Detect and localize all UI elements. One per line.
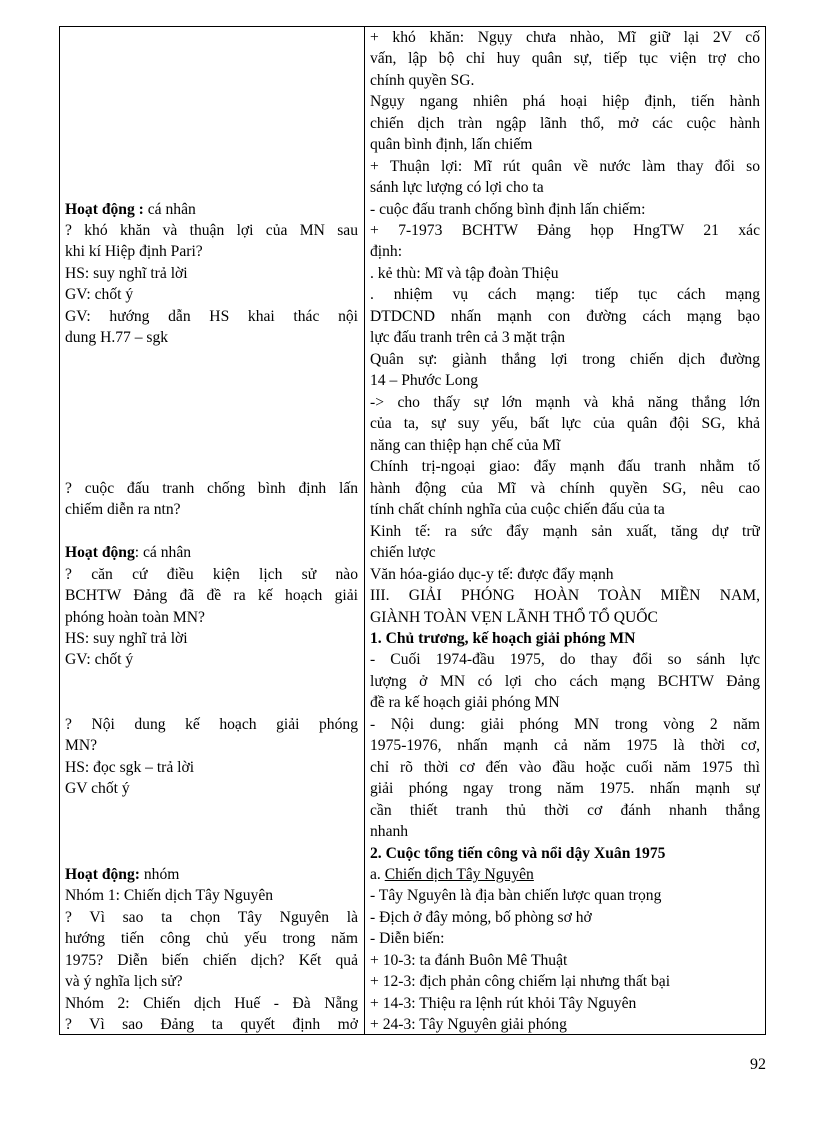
right-line: Chính trị-ngoại giao: đẩy mạnh đấu tranh nhằm tố <box>370 458 760 475</box>
left-line: GV: chốt ý <box>65 651 134 668</box>
section-heading-iii-cont: GIÀNH TOÀN VẸN LÃNH THỔ TỔ QUỐC <box>370 609 658 626</box>
right-line: giải phóng ngay trong năm 1975. nhấn mạnh sự <box>370 780 760 797</box>
activity-heading-3: Hoạt động: nhóm <box>65 866 180 883</box>
right-line: đề ra kế hoạch giải phóng MN <box>370 694 560 711</box>
right-line: Quân sự: giành thắng lợi trong chiến dịch đường <box>370 351 760 368</box>
left-line: GV: hướng dẫn HS khai thác nội <box>65 308 358 325</box>
left-line: MN? <box>65 737 98 754</box>
right-line: . kẻ thù: Mĩ và tập đoàn Thiệu <box>370 265 559 282</box>
left-line: BCHTW Đảng đã đề ra kế hoạch giải <box>65 587 358 604</box>
right-line: -> cho thấy sự lớn mạnh và khả năng thắng lớn <box>370 394 760 411</box>
right-line: - Diễn biến: <box>370 930 445 947</box>
right-line: định: <box>370 243 403 260</box>
left-line: ? khó khăn và thuận lợi của MN sau <box>65 222 358 239</box>
left-line: ? Vì sao ta chọn Tây Nguyên là <box>65 909 358 926</box>
right-line: lượng ở MN có lợi cho cách mạng BCHTW Đảng <box>370 673 760 690</box>
left-line: và ý nghĩa lịch sử? <box>65 973 183 990</box>
left-line: hướng tiến công chủ yếu trong năm <box>65 930 358 947</box>
right-line: DTDCND nhấn mạnh con đường cách mạng bạo <box>370 308 760 325</box>
left-line: ? Nội dung kế hoạch giải phóng <box>65 716 358 733</box>
right-line: + 24-3: Tây Nguyên giải phóng <box>370 1016 567 1033</box>
right-line: tính chất chính nghĩa của cuộc chiến đấu của ta <box>370 501 665 518</box>
right-line: - Nội dung: giải phóng MN trong vòng 2 năm <box>370 716 760 733</box>
right-line: chiến dịch tràn ngập lãnh thổ, mở các cuộc hành <box>370 115 760 132</box>
right-line: Kinh tế: ra sức đẩy mạnh sản xuất, tăng dự trữ <box>370 523 760 540</box>
page-number: 92 <box>750 1056 766 1073</box>
right-line: Văn hóa-giáo dục-y tế: được đẩy mạnh <box>370 566 614 583</box>
right-line: cần thiết tranh thủ thời cơ đánh nhanh thắng <box>370 802 760 819</box>
right-line: + Thuận lợi: Mĩ rút quân về nước làm thay đổi so <box>370 158 760 175</box>
subsection-heading-a: a. Chiến dịch Tây Nguyên <box>370 866 534 883</box>
activity-heading-1: Hoạt động : cá nhân <box>65 201 196 218</box>
left-line: phóng hoàn toàn MN? <box>65 609 205 626</box>
left-line: GV chốt ý <box>65 780 130 797</box>
right-line: vấn, lập bộ chỉ huy quân sự, tiếp tục viện trợ cho <box>370 50 760 67</box>
left-line: HS: đọc sgk – trả lời <box>65 759 195 776</box>
activity-heading-2: Hoạt động: cá nhân <box>65 544 192 561</box>
right-line: lực đấu tranh trên cả 3 mặt trận <box>370 329 566 346</box>
right-line: - Tây Nguyên là địa bàn chiến lược quan trọng <box>370 887 662 904</box>
left-column <box>65 27 358 1034</box>
subsection-heading-2: 2. Cuộc tổng tiến công và nổi dậy Xuân 1975 <box>370 845 666 862</box>
left-line: ? cuộc đấu tranh chống bình định lấn <box>65 480 358 497</box>
right-line: 1975-1976, nhấn mạnh cả năm 1975 là thời cơ, <box>370 737 760 754</box>
right-column <box>370 27 760 1034</box>
left-line: HS: suy nghĩ trả lời <box>65 630 188 647</box>
section-heading-iii: III. GIẢI PHÓNG HOÀN TOÀN MIỀN NAM, <box>370 587 760 604</box>
right-line: + 14-3: Thiệu ra lệnh rút khỏi Tây Nguyên <box>370 995 637 1012</box>
right-line: + 10-3: ta đánh Buôn Mê Thuật <box>370 952 568 969</box>
right-line: hành động của Mĩ và chính quyền SG, nêu cao <box>370 480 760 497</box>
right-line: + 12-3: địch phản công chiếm lại nhưng thất bại <box>370 973 671 990</box>
left-line: dung H.77 – sgk <box>65 329 169 346</box>
left-line: ? Vì sao Đảng ta quyết định mở <box>65 1016 358 1033</box>
right-line: nhanh <box>370 823 409 840</box>
right-line: + khó khăn: Ngụy chưa nhào, Mĩ giữ lại 2V cố <box>370 29 760 46</box>
right-line: 14 – Phước Long <box>370 372 479 389</box>
left-line: Nhóm 1: Chiến dịch Tây Nguyên <box>65 887 274 904</box>
right-line: - Cuối 1974-đầu 1975, do thay đổi so sánh lực <box>370 651 760 668</box>
right-line: - cuộc đấu tranh chống bình định lấn chiếm: <box>370 201 646 218</box>
right-line: Ngụy ngang nhiên phá hoại hiệp định, tiến hành <box>370 93 760 110</box>
right-line: của ta, sự suy yếu, bất lực của quân đội SG, khả <box>370 415 760 432</box>
right-line: . nhiệm vụ cách mạng: tiếp tục cách mạng <box>370 286 760 303</box>
right-line: chiến lược <box>370 544 436 561</box>
right-line: năng can thiệp hạn chế của Mĩ <box>370 437 561 454</box>
left-line: Nhóm 2: Chiến dịch Huế - Đà Nẵng <box>65 995 358 1012</box>
right-line: chính quyền SG. <box>370 72 475 89</box>
left-line: chiếm diễn ra ntn? <box>65 501 181 518</box>
right-line: - Địch ở đây mỏng, bố phòng sơ hở <box>370 909 592 926</box>
left-line: 1975? Diễn biến chiến dịch? Kết quả <box>65 952 358 969</box>
subsection-heading-1: 1. Chủ trương, kế hoạch giải phóng MN <box>370 630 636 647</box>
left-line: HS: suy nghĩ trả lời <box>65 265 188 282</box>
right-line: + 7-1973 BCHTW Đảng họp HngTW 21 xác <box>370 222 760 239</box>
left-line: ? căn cứ điều kiện lịch sử nào <box>65 566 358 583</box>
left-line: GV: chốt ý <box>65 286 134 303</box>
left-line: khi kí Hiệp định Pari? <box>65 243 203 260</box>
content-table <box>59 26 766 1035</box>
column-divider <box>364 27 365 1034</box>
right-line: quân bình định, lấn chiếm <box>370 136 533 153</box>
right-line: chỉ rõ thời cơ đến vào đầu hoặc cuối năm 1975 thì <box>370 759 760 776</box>
right-line: sánh lực lượng có lợi cho ta <box>370 179 544 196</box>
